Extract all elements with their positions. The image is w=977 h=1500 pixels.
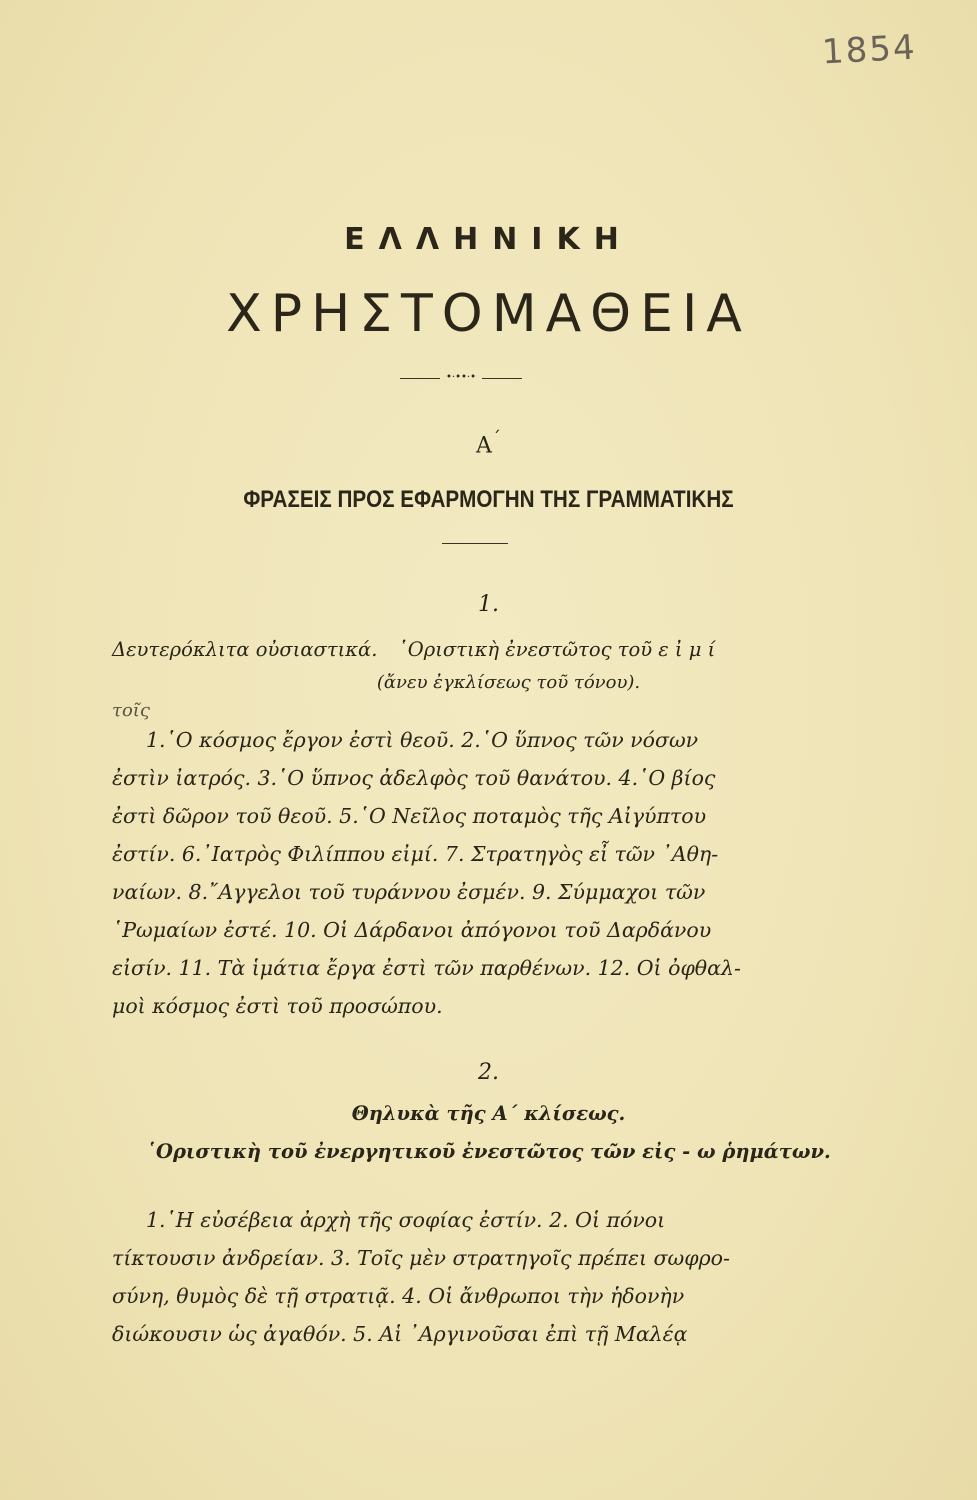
section-1-stray-text: τοῖς	[112, 700, 150, 721]
section-1-line: ῾Ρωμαίων ἐστέ. 10. Οἱ Δάρδανοι ἀπόγονοι τοῦ Δαρδάνου	[112, 918, 712, 942]
section-2-line: σύνη, θυμὸς δὲ τῇ στρατιᾷ. 4. Οἱ ἄνθρωποι τὴν ἡδονὴν	[112, 1284, 685, 1308]
title-line-2: ΧΡΗΣΤΟΜΑΘΕΙΑ	[226, 284, 751, 344]
handwritten-archive-number: 1854	[821, 27, 918, 73]
subtitle-divider	[442, 543, 508, 544]
subtitle: ΦΡΑΣΕΙΣ ΠΡΟΣ ΕΦΑΡΜΟΓΗΝ ΤΗΣ ΓΡΑΜΜΑΤΙΚΗΣ	[243, 486, 734, 513]
section-1-line: εἰσίν. 11. Τὰ ἱμάτια ἔργα ἐστὶ τῶν παρθένων. 12. Οἱ ὀφθαλ-	[112, 956, 741, 980]
section-1-line: μοὶ κόσμος ἐστὶ τοῦ προσώπου.	[112, 994, 443, 1018]
section-1-line: 1.῾Ο κόσμος ἔργον ἐστὶ θεοῦ. 2.῾Ο ὕπνος τῶν νόσων	[146, 728, 699, 752]
section-2-line: τίκτουσιν ἀνδρείαν. 3. Τοῖς μὲν στρατηγοῖς πρέπει σωφρο-	[112, 1246, 730, 1270]
ornament-dots: •·••·•	[440, 372, 482, 383]
section-2-number: 2.	[478, 1060, 499, 1085]
section-1-heading-note: (ἄνευ ἐγκλίσεως τοῦ τόνου).	[376, 672, 641, 693]
section-2-line: διώκουσιν ὡς ἀγαθόν. 5. Αἱ ᾿Αργινοῦσαι ἐπὶ τῇ Μαλέᾳ	[112, 1322, 688, 1346]
section-1-heading-right: ῾Οριστικὴ ἐνεστῶτος τοῦ ε ἰ μ ί	[398, 638, 716, 661]
title-line-1: ΕΛΛΗΝΙΚΗ	[344, 222, 633, 257]
section-2-line: 1.῾Η εὐσέβεια ἀρχὴ τῆς σοφίας ἐστίν. 2. Οἱ πόνοι	[146, 1208, 666, 1232]
part-letter: Α	[476, 433, 492, 459]
part-label	[0, 428, 977, 458]
title-ornament-divider	[400, 372, 522, 383]
part-tick: ΄	[491, 428, 501, 449]
section-1-number: 1.	[478, 592, 499, 617]
section-1-line: ἐστὶν ἰατρός. 3.῾Ο ὕπνος ἀδελφὸς τοῦ θανάτου. 4.῾Ο βίος	[112, 766, 716, 790]
section-2-heading-1: Θηλυκὰ τῆς Α΄ κλίσεως.	[351, 1102, 626, 1125]
section-1-heading-left: Δευτερόκλιτα οὐσιαστικά.	[112, 638, 378, 661]
section-1-line: ναίων. 8.῎Αγγελοι τοῦ τυράννου ἐσμέν. 9. Σύμμαχοι τῶν	[112, 880, 706, 904]
section-1-line: ἐστὶ δῶρον τοῦ θεοῦ. 5.῾Ο Νεῖλος ποταμὸς τῆς Αἰγύπτου	[112, 804, 707, 828]
section-1-line: ἐστίν. 6.᾿Ιατρὸς Φιλίππου εἰμί. 7. Στρατηγὸς εἶ τῶν ᾿Αθη-	[112, 842, 719, 866]
section-2-heading-2: ῾Οριστικὴ τοῦ ἐνεργητικοῦ ἐνεστῶτος τῶν εἰς - ω ῥημάτων.	[146, 1140, 831, 1163]
